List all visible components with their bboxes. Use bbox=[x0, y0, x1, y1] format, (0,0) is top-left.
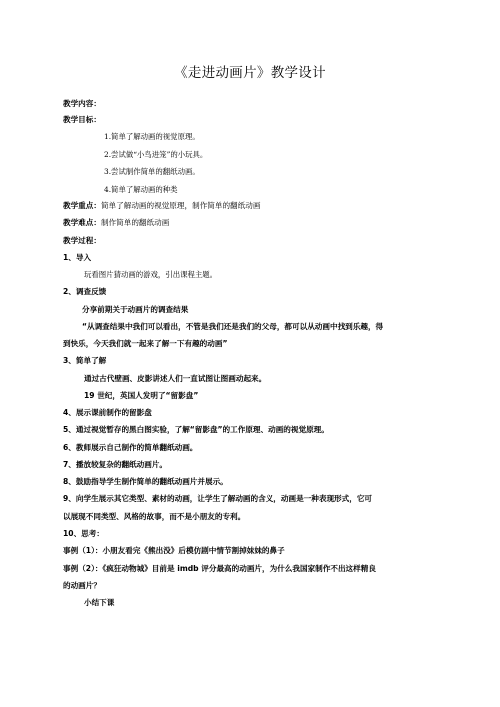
key-point-value: 简单了解动画的视觉原理，制作简单的翻纸动画 bbox=[100, 201, 261, 210]
example-line: 事例（1）：小朋友看完《熊出没》后模仿剧中情节割掉妹妹的鼻子 bbox=[63, 546, 285, 555]
step-heading: 3、简单了解 bbox=[63, 356, 107, 365]
step-text: 分享前期关于动画片的调查结果 bbox=[82, 305, 189, 314]
step-text: 通过古代壁画、皮影讲述人们一直试图让图画动起来。 bbox=[84, 374, 267, 383]
step-heading: 9、向学生展示其它类型、素材的动画，让学生了解动画的含义，动画是一种表现形式，它可 bbox=[63, 494, 373, 503]
step-text: 以展现不同类型、风格的故事，而不是小朋友的专利。 bbox=[63, 512, 246, 521]
process-label: 教学过程： bbox=[63, 236, 101, 245]
document-title: 《走进动画片》教学设计 bbox=[174, 65, 326, 81]
step-text: “从调查结果中我们可以看出，不管是我们还是我们的父母，都可以从动画中找到乐趣，得 bbox=[82, 322, 384, 331]
step-heading: 2、调查反馈 bbox=[63, 287, 107, 296]
goal-item: 2.尝试做“小鸟进笼”的小玩具。 bbox=[104, 150, 208, 159]
difficulty-line bbox=[63, 218, 169, 228]
step-heading: 4、展示课前制作的留影盘 bbox=[63, 408, 152, 417]
closing-line: 小结下课 bbox=[84, 598, 115, 607]
step-heading: 7、播放较复杂的翻纸动画片。 bbox=[63, 460, 168, 469]
example-line: 的动画片？ bbox=[63, 581, 101, 590]
step-heading: 1、导入 bbox=[63, 253, 92, 262]
step-heading: 8、鼓励指导学生制作简单的翻纸动画片并展示。 bbox=[63, 477, 228, 486]
content-label: 教学内容： bbox=[63, 99, 101, 108]
goal-item: 3.尝试制作简单的翻纸动画。 bbox=[104, 167, 200, 176]
step-heading: 10、思考： bbox=[63, 529, 104, 538]
step-text: 19 世纪，英国人发明了“留影盘” bbox=[84, 391, 199, 400]
example-line: 事例（2）：《疯狂动物城》目前是 imdb 评分最高的动画片，为什么我国家制作不出这样精良 bbox=[63, 564, 376, 573]
step-text: 玩看图片猜动画的游戏，引出课程主题。 bbox=[84, 270, 218, 279]
goal-item: 1.简单了解动画的视觉原理。 bbox=[104, 132, 200, 141]
step-heading: 5、通过视觉暂存的黑白图实验，了解“留影盘”的工作原理、动画的视觉原理。 bbox=[63, 425, 329, 434]
step-text: 到快乐，今天我们就一起来了解一下有趣的动画” bbox=[63, 339, 228, 348]
goal-item: 4.简单了解动画的种类 bbox=[104, 185, 178, 194]
key-point-line bbox=[63, 201, 260, 211]
key-point-label: 教学重点： bbox=[63, 201, 101, 210]
goals-label: 教学目标： bbox=[63, 115, 101, 124]
step-heading: 6、教师展示自己制作的简单翻纸动画。 bbox=[63, 443, 198, 452]
difficulty-label: 教学难点： bbox=[63, 218, 101, 227]
difficulty-value: 制作简单的翻纸动画 bbox=[100, 218, 170, 227]
